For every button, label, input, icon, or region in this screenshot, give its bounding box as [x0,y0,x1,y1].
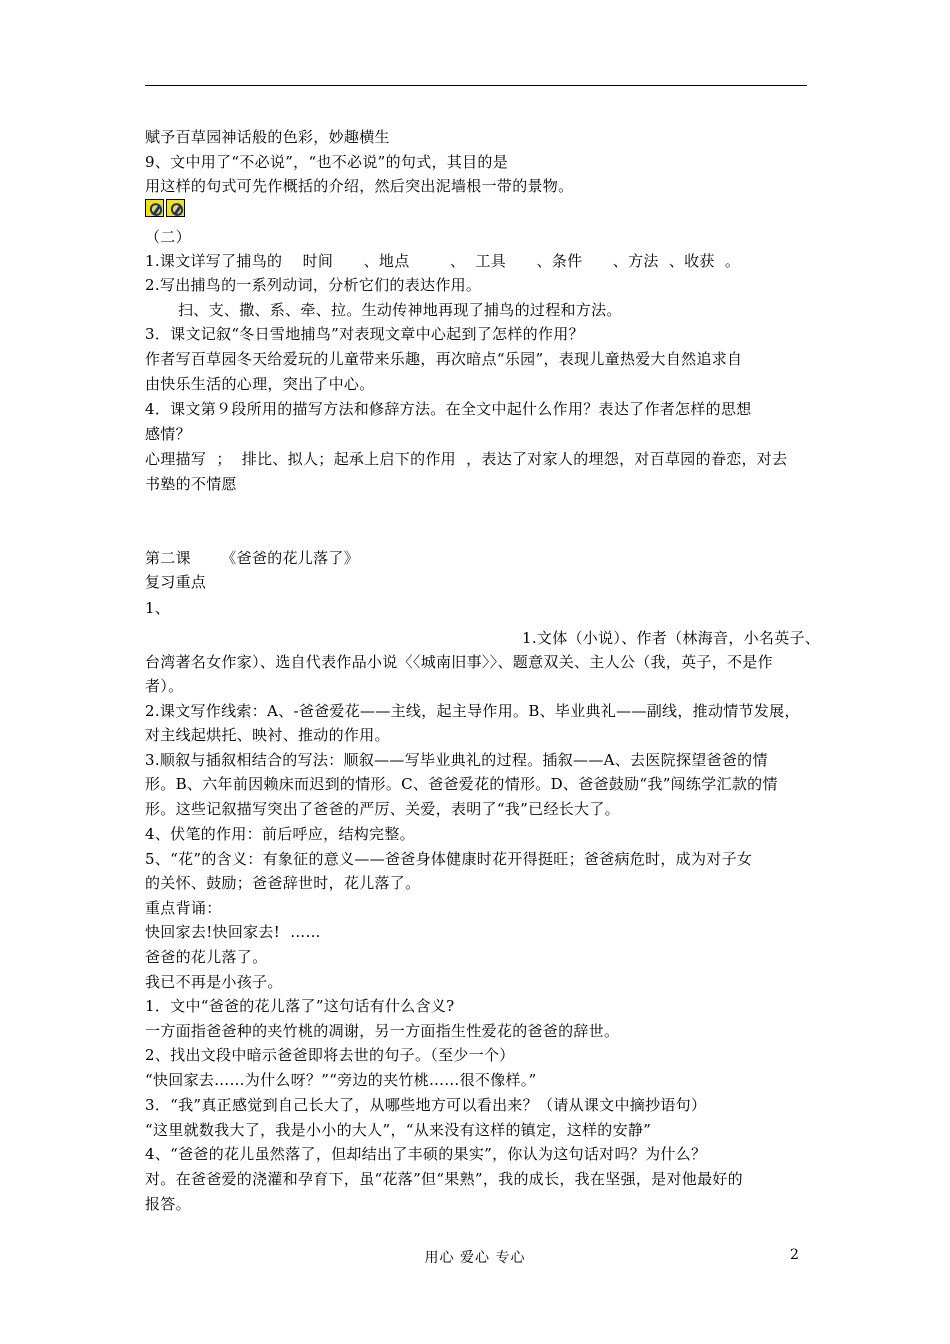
text-line: 3．课文记叙“冬日雪地捕鸟”对表现文章中心起到了怎样的作用？ [145,325,584,343]
text-line: 由快乐生活的心理，突出了中心。 [145,375,375,393]
text-line: 赋予百草园神话般的色彩，妙趣横生 [145,128,390,146]
text-line: 形。B、六年前因赖床而迟到的情形。C、爸爸爱花的情形。D、爸爸鼓励“我”闯练学汇款的情 [145,775,778,793]
section-heading: 复习重点 [145,573,207,591]
footer-text: 用心 爱心 专心 [424,1250,526,1266]
text-line: 4、“爸爸的花儿虽然落了，但却结出了丰硕的果实”，你认为这句话对吗？为什么？ [145,1145,707,1163]
text-line: 1.课文详写了捕鸟的 时间 、地点 、 工具 、条件 、方法 、收获 。 [145,252,741,270]
text-line: 报答。 [145,1195,191,1213]
text-line: 9、文中用了“不必说”，“也不必说”的句式，其目的是 [145,153,509,171]
text-line: 一方面指爸爸种的夹竹桃的凋谢，另一方面指生性爱花的爸爸的辞世。 [145,1022,620,1040]
text-line: 者）。 [145,677,184,695]
text-line: 用这样的句式可先作概括的介绍，然后突出泥墙根一带的景物。 [145,177,574,195]
text-line: 心理描写 ； 排比、拟人；起承上启下的作用 ，表达了对家人的埋怨，对百草园的眷恋，对去 [145,450,788,468]
text-line: 我已不再是小孩子。 [145,973,283,991]
text-line: 对。在爸爸爱的浇灌和孕育下，虽“花落”但“果熟”，我的成长，我在坚强，是对他最好的 [145,1170,743,1188]
text-line: 1.文体（小说）、作者（林海音，小名英子、 [522,629,821,647]
text-line: 的关怀、鼓励；爸爸辞世时，花儿落了。 [145,874,421,892]
text-line: 2、找出文段中暗示爸爸即将去世的句子。（至少一个） [145,1046,515,1064]
lesson-title: 第二课 《爸爸的花儿落了》 [145,549,360,567]
text-line: 爸爸的花儿落了。 [145,948,268,966]
text-line: 2.课文写作线索：A、-爸爸爱花——主线，起主导作用。B、毕业典礼——副线，推动情节发展， [145,702,800,720]
text-line: “快回家去……为什么呀？”“旁边的夹竹桃……很不像样。” [145,1071,537,1089]
text-line: 3.顺叙与插叙相结合的写法：顺叙——写毕业典礼的过程。插叙——A、去医院探望爸爸的情 [145,751,768,769]
text-line: 对主线起烘托、映衬、推动的作用。 [145,726,390,744]
text-line: 2.写出捕鸟的一系列动词，分析它们的表达作用。 [145,276,482,294]
text-line: 5、“花”的含义：有象征的意义——爸爸身体健康时花开得挺旺；爸爸病危时，成为对子女 [145,850,753,868]
text-line: 1．文中“爸爸的花儿落了”这句话有什么含义? [145,997,455,1015]
header-rule [145,85,807,86]
text-line: 1、 [145,599,171,617]
text-line: 4．课文第９段所用的描写方法和修辞方法。在全文中起什么作用？表达了作者怎样的思想 [145,400,752,418]
text-line: 作者写百草园冬天给爱玩的儿童带来乐趣，再次暗点“乐园”，表现儿童热爱大自然追求自 [145,350,743,368]
text-line: 台湾著名女作家）、选自代表作品小说〈〈城南旧事〉〉、题意双关、主人公（我，英子，不是作 [145,653,773,671]
text-line: 书塾的不情愿 [145,475,237,493]
page-number: 2 [790,1247,799,1263]
link-icon[interactable] [145,199,164,217]
text-line: “这里就数我大了，我是小小的大人”，“从来没有这样的镇定，这样的安静” [145,1121,652,1139]
text-line: 3．“我”真正感觉到自己长大了，从哪些地方可以看出来？（请从课文中摘抄语句） [145,1096,707,1114]
text-line: 重点背诵： [145,899,222,917]
text-line: 扫、支、撒、系、牵、拉。生动传神地再现了捕鸟的过程和方法。 [178,301,622,319]
text-line: 4、伏笔的作用：前后呼应，结构完整。 [145,825,415,843]
section-heading: （二） [145,228,191,246]
icon-group [145,199,185,218]
text-line: 快回家去!快回家去! …… [145,923,321,941]
text-line: 形。这些记叙描写突出了爸爸的严厉、关爱，表明了“我”已经长大了。 [145,800,620,818]
text-line: 感情？ [145,425,191,443]
link-icon[interactable] [166,199,185,217]
